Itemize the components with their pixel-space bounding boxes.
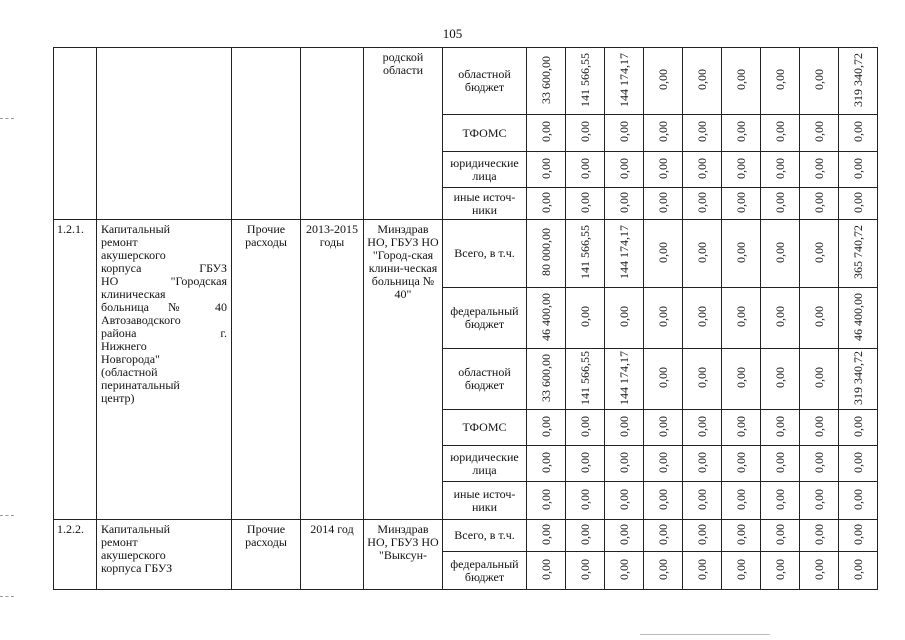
amount-value: 0,00: [694, 241, 709, 263]
amount-cell: [839, 482, 878, 520]
amount-value: 0,00: [772, 367, 787, 388]
expense-type: Прочие расходы: [232, 520, 301, 590]
amount-cell: [761, 115, 800, 152]
amount-value: 0,00: [850, 558, 865, 580]
amount-value: 0,00: [694, 451, 709, 473]
amount-value: 80 000,00: [538, 228, 553, 276]
amount-cell: [683, 552, 722, 590]
funding-source: юридические лица: [443, 152, 527, 188]
amount-cell: [722, 552, 761, 590]
amount-value: 0,00: [538, 523, 553, 545]
amount-cell: [800, 188, 839, 220]
funding-source: иные источ-ники: [443, 188, 527, 220]
amount-cell: [722, 520, 761, 552]
table-row: [54, 520, 878, 552]
amount-value: 0,00: [772, 191, 787, 213]
amount-cell: [683, 220, 722, 288]
amount-cell: [839, 349, 878, 410]
amount-value: 0,00: [850, 488, 865, 510]
item-name: [97, 220, 232, 520]
amount-value: 319 340,72: [850, 52, 865, 107]
amount-value: 0,00: [616, 121, 631, 142]
item-name-line: Капитальный: [101, 222, 171, 236]
amount-cell: [605, 520, 644, 552]
amount-cell: [605, 446, 644, 482]
funding-source: ТФОМС: [443, 410, 527, 446]
amount-value: 0,00: [694, 523, 709, 545]
amount-value: 0,00: [811, 121, 826, 142]
amount-value: 0,00: [694, 558, 709, 580]
amount-cell: [605, 188, 644, 220]
amount-cell: [605, 220, 644, 288]
amount-value: 0,00: [811, 488, 826, 510]
item-name-line: больница № 40: [101, 300, 227, 314]
item-name-line: Капитальный: [101, 522, 171, 536]
amount-cell: [566, 349, 605, 410]
amount-cell: [683, 410, 722, 446]
amount-value: 0,00: [655, 157, 670, 179]
item-name-line: Нижнего: [101, 339, 147, 353]
amount-cell: [644, 220, 683, 288]
amount-value: 0,00: [811, 191, 826, 213]
amount-cell: [722, 48, 761, 115]
amount-cell: [527, 349, 566, 410]
amount-value: 0,00: [811, 306, 826, 327]
amount-cell: [722, 220, 761, 288]
amount-value: 0,00: [772, 121, 787, 142]
amount-value: 0,00: [694, 415, 709, 437]
amount-cell: [839, 446, 878, 482]
amount-cell: [761, 349, 800, 410]
amount-cell: [527, 482, 566, 520]
amount-cell: [839, 188, 878, 220]
amount-value: 0,00: [733, 558, 748, 580]
amount-value: 0,00: [577, 558, 592, 580]
amount-value: 0,00: [655, 306, 670, 327]
item-name-line: ремонт: [101, 535, 138, 549]
amount-cell: [800, 410, 839, 446]
amount-cell: [527, 220, 566, 288]
amount-cell: [644, 520, 683, 552]
amount-cell: [644, 552, 683, 590]
amount-cell: [605, 482, 644, 520]
amount-cell: [839, 220, 878, 288]
amount-value: 0,00: [772, 451, 787, 473]
amount-value: 33 600,00: [538, 353, 553, 402]
item-number: 1.2.2.: [54, 520, 97, 590]
funding-source: федеральный бюджет: [443, 288, 527, 349]
amount-cell: [683, 152, 722, 188]
amount-cell: [800, 152, 839, 188]
amount-value: 0,00: [772, 69, 787, 90]
amount-cell: [566, 288, 605, 349]
amount-value: 0,00: [655, 523, 670, 545]
amount-cell: [761, 152, 800, 188]
amount-value: 365 740,72: [850, 225, 865, 279]
amount-value: 0,00: [850, 415, 865, 437]
amount-value: 0,00: [811, 523, 826, 545]
amount-cell: [761, 552, 800, 590]
amount-value: 0,00: [772, 241, 787, 263]
amount-cell: [566, 446, 605, 482]
amount-cell: [566, 482, 605, 520]
amount-value: 0,00: [850, 523, 865, 545]
amount-cell: [683, 349, 722, 410]
amount-cell: [800, 115, 839, 152]
amount-cell: [761, 446, 800, 482]
amount-value: 0,00: [811, 415, 826, 437]
amount-cell: [566, 48, 605, 115]
amount-value: 144 174,17: [616, 225, 631, 279]
amount-cell: [644, 349, 683, 410]
amount-value: 0,00: [733, 523, 748, 545]
item-name-line: района г.: [101, 326, 227, 340]
table-row: [54, 48, 878, 115]
amount-value: 0,00: [733, 157, 748, 179]
amount-value: 0,00: [733, 367, 748, 388]
funding-source: юридические лица: [443, 446, 527, 482]
item-name-line: НО "Городская: [101, 274, 227, 288]
amount-value: 0,00: [811, 69, 826, 90]
amount-cell: [527, 48, 566, 115]
item-number: 1.2.1.: [54, 220, 97, 520]
amount-cell: [527, 552, 566, 590]
amount-cell: [722, 288, 761, 349]
amount-cell: [644, 188, 683, 220]
amount-cell: [566, 152, 605, 188]
amount-cell: [839, 48, 878, 115]
amount-value: 0,00: [577, 306, 592, 327]
amount-cell: [800, 446, 839, 482]
amount-cell: [527, 288, 566, 349]
amount-value: 0,00: [538, 415, 553, 437]
amount-cell: [527, 152, 566, 188]
amount-value: 0,00: [733, 488, 748, 510]
amount-value: 0,00: [694, 306, 709, 327]
amount-value: 319 340,72: [850, 350, 865, 405]
item-executor: Минздрав НО, ГБУЗ НО "Выксун-: [364, 520, 443, 590]
amount-value: 0,00: [694, 157, 709, 179]
item-years: 2014 год: [301, 520, 364, 590]
amount-value: 0,00: [616, 558, 631, 580]
amount-cell: [605, 152, 644, 188]
amount-value: 0,00: [577, 415, 592, 437]
amount-cell: [566, 220, 605, 288]
amount-cell: [722, 410, 761, 446]
amount-value: 0,00: [577, 451, 592, 473]
amount-value: 0,00: [733, 451, 748, 473]
expense-type: [232, 48, 301, 220]
amount-value: 0,00: [577, 191, 592, 213]
amount-value: 0,00: [538, 488, 553, 510]
amount-cell: [683, 520, 722, 552]
amount-value: 0,00: [616, 157, 631, 179]
amount-value: 0,00: [811, 241, 826, 263]
amount-value: 0,00: [850, 451, 865, 473]
amount-cell: [761, 48, 800, 115]
amount-value: 0,00: [733, 121, 748, 142]
amount-value: 0,00: [577, 157, 592, 179]
amount-value: 0,00: [850, 191, 865, 213]
amount-value: 0,00: [577, 488, 592, 510]
amount-value: 0,00: [811, 451, 826, 473]
funding-table: [53, 47, 878, 590]
amount-value: 0,00: [616, 191, 631, 213]
item-number: [54, 48, 97, 220]
amount-value: 0,00: [616, 306, 631, 327]
amount-cell: [644, 115, 683, 152]
amount-value: 0,00: [655, 191, 670, 213]
item-name-line: ремонт: [101, 235, 138, 249]
amount-cell: [527, 410, 566, 446]
amount-cell: [605, 349, 644, 410]
amount-cell: [527, 446, 566, 482]
amount-value: 46 400,00: [850, 292, 865, 341]
item-name-line: перинатальный: [101, 378, 180, 392]
amount-value: 0,00: [694, 121, 709, 142]
amount-value: 0,00: [538, 558, 553, 580]
amount-value: 144 174,17: [616, 52, 631, 107]
amount-cell: [605, 48, 644, 115]
funding-source: иные источ-ники: [443, 482, 527, 520]
amount-value: 46 400,00: [538, 292, 553, 341]
amount-cell: [839, 410, 878, 446]
amount-value: 0,00: [772, 523, 787, 545]
amount-value: 0,00: [655, 415, 670, 437]
amount-cell: [683, 482, 722, 520]
bottom-rule: [640, 634, 770, 635]
amount-cell: [566, 552, 605, 590]
funding-source: федеральный бюджет: [443, 552, 527, 590]
amount-cell: [683, 48, 722, 115]
table-row: [54, 220, 878, 288]
amount-value: 0,00: [772, 488, 787, 510]
amount-value: 0,00: [655, 69, 670, 90]
amount-value: 0,00: [733, 69, 748, 90]
amount-cell: [761, 410, 800, 446]
amount-cell: [800, 482, 839, 520]
amount-value: 0,00: [694, 367, 709, 388]
amount-cell: [761, 482, 800, 520]
amount-value: 0,00: [538, 121, 553, 142]
amount-cell: [761, 220, 800, 288]
amount-value: 144 174,17: [616, 350, 631, 405]
amount-value: 0,00: [616, 488, 631, 510]
amount-cell: [683, 115, 722, 152]
amount-value: 0,00: [538, 451, 553, 473]
amount-value: 0,00: [616, 451, 631, 473]
amount-value: 0,00: [538, 191, 553, 213]
amount-value: 0,00: [772, 415, 787, 437]
item-name-line: (областной: [101, 365, 158, 379]
item-name-line: корпуса ГБУЗ: [101, 261, 227, 275]
amount-value: 0,00: [733, 415, 748, 437]
amount-cell: [683, 446, 722, 482]
item-name-line: акушерского: [101, 548, 166, 562]
amount-cell: [722, 446, 761, 482]
amount-cell: [683, 288, 722, 349]
amount-value: 33 600,00: [538, 55, 553, 104]
amount-cell: [605, 410, 644, 446]
expense-type: Прочие расходы: [232, 220, 301, 520]
amount-value: 0,00: [655, 488, 670, 510]
item-name-line: центр): [101, 391, 135, 405]
amount-cell: [566, 410, 605, 446]
amount-value: 0,00: [733, 306, 748, 327]
amount-cell: [527, 188, 566, 220]
amount-cell: [800, 48, 839, 115]
funding-source: ТФОМС: [443, 115, 527, 152]
amount-cell: [605, 552, 644, 590]
amount-cell: [644, 410, 683, 446]
amount-value: 141 566,55: [577, 350, 592, 405]
amount-value: 0,00: [616, 523, 631, 545]
item-name-line: Автозаводского: [101, 313, 181, 327]
amount-value: 141 566,55: [577, 52, 592, 107]
amount-cell: [605, 288, 644, 349]
amount-cell: [800, 220, 839, 288]
amount-cell: [722, 349, 761, 410]
amount-cell: [644, 152, 683, 188]
amount-cell: [761, 520, 800, 552]
item-years: 2013-2015 годы: [301, 220, 364, 520]
amount-value: 0,00: [733, 191, 748, 213]
amount-value: 0,00: [811, 558, 826, 580]
amount-value: 0,00: [850, 121, 865, 142]
amount-cell: [839, 115, 878, 152]
amount-value: 0,00: [772, 157, 787, 179]
amount-value: 0,00: [694, 191, 709, 213]
amount-cell: [644, 48, 683, 115]
item-name-line: корпуса ГБУЗ: [101, 561, 173, 575]
funding-source: Всего, в т.ч.: [443, 520, 527, 552]
amount-cell: [644, 446, 683, 482]
amount-value: 0,00: [655, 121, 670, 142]
amount-value: 0,00: [616, 415, 631, 437]
amount-cell: [527, 115, 566, 152]
item-name: [97, 520, 232, 590]
amount-value: 0,00: [850, 157, 865, 179]
item-years: [301, 48, 364, 220]
amount-value: 0,00: [655, 558, 670, 580]
amount-value: 0,00: [733, 241, 748, 263]
item-name: [97, 48, 232, 220]
amount-cell: [644, 482, 683, 520]
amount-value: 0,00: [772, 306, 787, 327]
amount-value: 141 566,55: [577, 225, 592, 279]
amount-value: 0,00: [694, 69, 709, 90]
funding-source: областной бюджет: [443, 349, 527, 410]
item-executor: Минздрав НО, ГБУЗ НО "Город-ская клини-ческая больница № 40": [364, 220, 443, 520]
amount-cell: [722, 115, 761, 152]
margin-mark: [0, 118, 14, 119]
item-name-line: акушерского: [101, 248, 166, 262]
amount-value: 0,00: [694, 488, 709, 510]
amount-value: 0,00: [655, 451, 670, 473]
amount-cell: [722, 188, 761, 220]
amount-cell: [605, 115, 644, 152]
amount-cell: [839, 288, 878, 349]
amount-cell: [839, 520, 878, 552]
amount-cell: [800, 288, 839, 349]
item-name-line: клиническая: [101, 287, 166, 301]
item-executor: родской области: [364, 48, 443, 220]
amount-cell: [800, 349, 839, 410]
amount-cell: [566, 188, 605, 220]
amount-value: 0,00: [655, 367, 670, 388]
amount-value: 0,00: [577, 523, 592, 545]
amount-value: 0,00: [811, 367, 826, 388]
item-name-line: Новгорода": [101, 352, 160, 366]
margin-mark: [0, 596, 14, 597]
amount-cell: [761, 288, 800, 349]
amount-cell: [839, 152, 878, 188]
amount-cell: [839, 552, 878, 590]
amount-cell: [683, 188, 722, 220]
amount-cell: [761, 188, 800, 220]
funding-source: областной бюджет: [443, 48, 527, 115]
amount-cell: [722, 152, 761, 188]
margin-mark: [0, 515, 14, 516]
amount-value: 0,00: [772, 558, 787, 580]
funding-source: Всего, в т.ч.: [443, 220, 527, 288]
amount-value: 0,00: [811, 157, 826, 179]
amount-value: 0,00: [538, 157, 553, 179]
amount-cell: [527, 520, 566, 552]
amount-cell: [800, 520, 839, 552]
page-number: 105: [442, 26, 463, 41]
amount-cell: [644, 288, 683, 349]
amount-cell: [566, 115, 605, 152]
amount-value: 0,00: [577, 121, 592, 142]
amount-cell: [800, 552, 839, 590]
amount-cell: [722, 482, 761, 520]
amount-cell: [566, 520, 605, 552]
amount-value: 0,00: [655, 241, 670, 263]
